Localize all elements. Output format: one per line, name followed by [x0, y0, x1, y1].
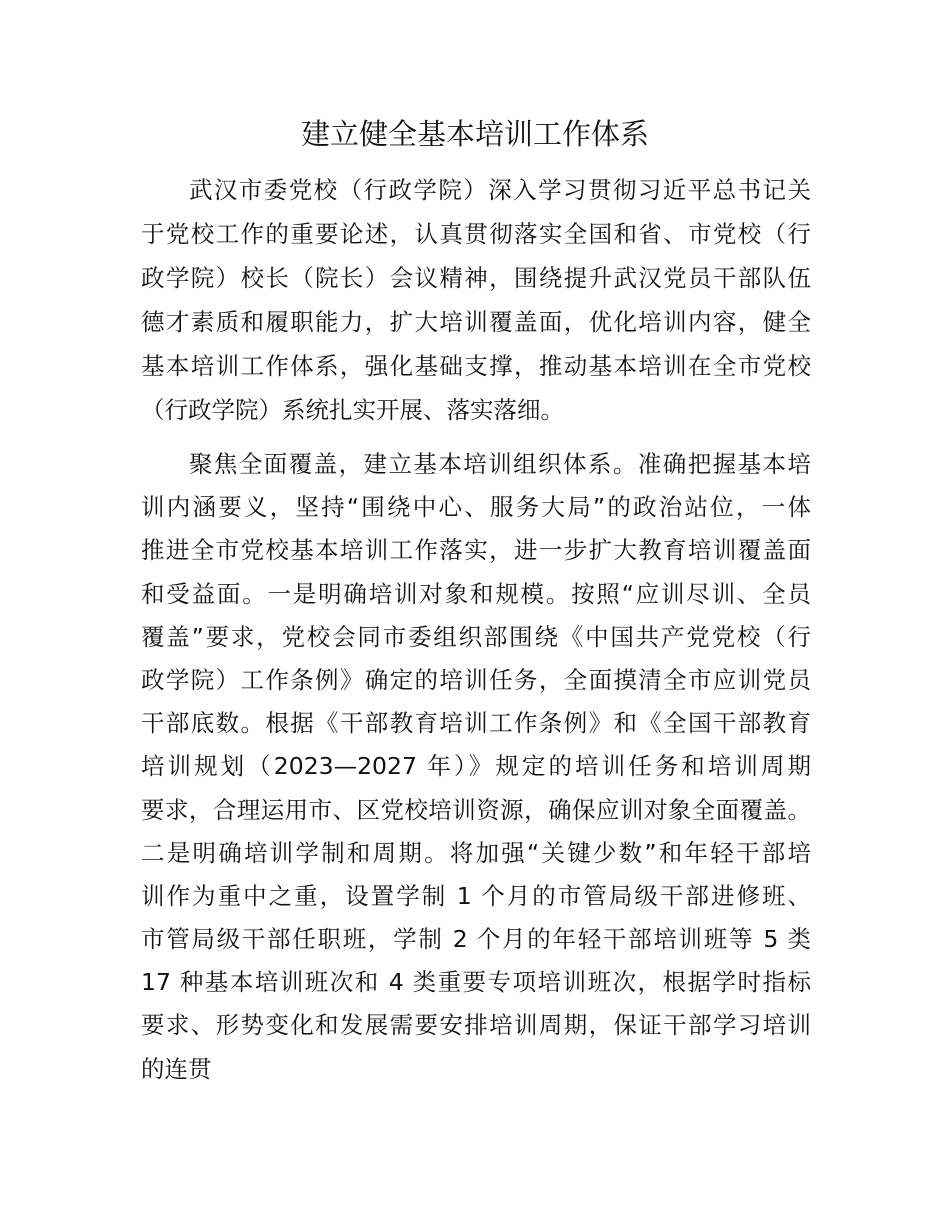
text-line: 政学院）校长（院长）会议精神，围绕提升武汉党员干部队伍: [141, 264, 811, 292]
text-line: 训作为重中之重，设置学制 1 个月的市管局级干部进修班、: [141, 881, 811, 910]
text-line: 政学院）工作条例》确定的培训任务，全面摸清全市应训党员: [141, 665, 811, 694]
text-line: （行政学院）系统扎实开展、落实落细。: [141, 396, 564, 424]
paragraph-intro: [141, 168, 811, 432]
text-line: 基本培训工作体系，强化基础支撑，推动基本培训在全市党校: [141, 352, 811, 380]
text-line: 和受益面。一是明确培训对象和规模。按照“应训尽训、全员: [141, 579, 811, 608]
text-line: 德才素质和履职能力，扩大培训覆盖面，优化培训内容，健全: [141, 308, 811, 336]
text-line: 17 种基本培训班次和 4 类重要专项培训班次，根据学时指标: [141, 968, 811, 997]
text-line: 培训规划（2023—2027 年）》规定的培训任务和培训周期: [141, 752, 811, 781]
document-title: 建立健全基本培训工作体系: [300, 117, 649, 151]
text-line: 于党校工作的重要论述，认真贯彻落实全国和省、市党校（行: [141, 220, 811, 248]
text-line: 要求、形势变化和发展需要安排培训周期，保证干部学习培训: [141, 1011, 811, 1040]
text-line: 训内涵要义，坚持“围绕中心、服务大局”的政治站位，一体: [141, 493, 811, 522]
text-line: 武汉市委党校（行政学院）深入学习贯彻习近平总书记关: [189, 176, 811, 204]
text-line: 聚焦全面覆盖，建立基本培训组织体系。准确把握基本培: [189, 450, 811, 478]
text-line: 干部底数。根据《干部教育培训工作条例》和《全国干部教育: [141, 709, 811, 738]
text-line: 市管局级干部任职班，学制 2 个月的年轻干部培训班等 5 类: [141, 925, 811, 954]
paragraph-coverage: [141, 443, 811, 1091]
text-line: 要求，合理运用市、区党校培训资源，确保应训对象全面覆盖。: [141, 795, 811, 824]
text-line: 推进全市党校基本培训工作落实，进一步扩大教育培训覆盖面: [141, 536, 811, 565]
text-line: 二是明确培训学制和周期。将加强“关键少数”和年轻干部培: [141, 838, 811, 867]
text-line: 的连贯: [141, 1054, 212, 1083]
text-line: 覆盖”要求，党校会同市委组织部围绕《中国共产党党校（行: [141, 622, 811, 651]
